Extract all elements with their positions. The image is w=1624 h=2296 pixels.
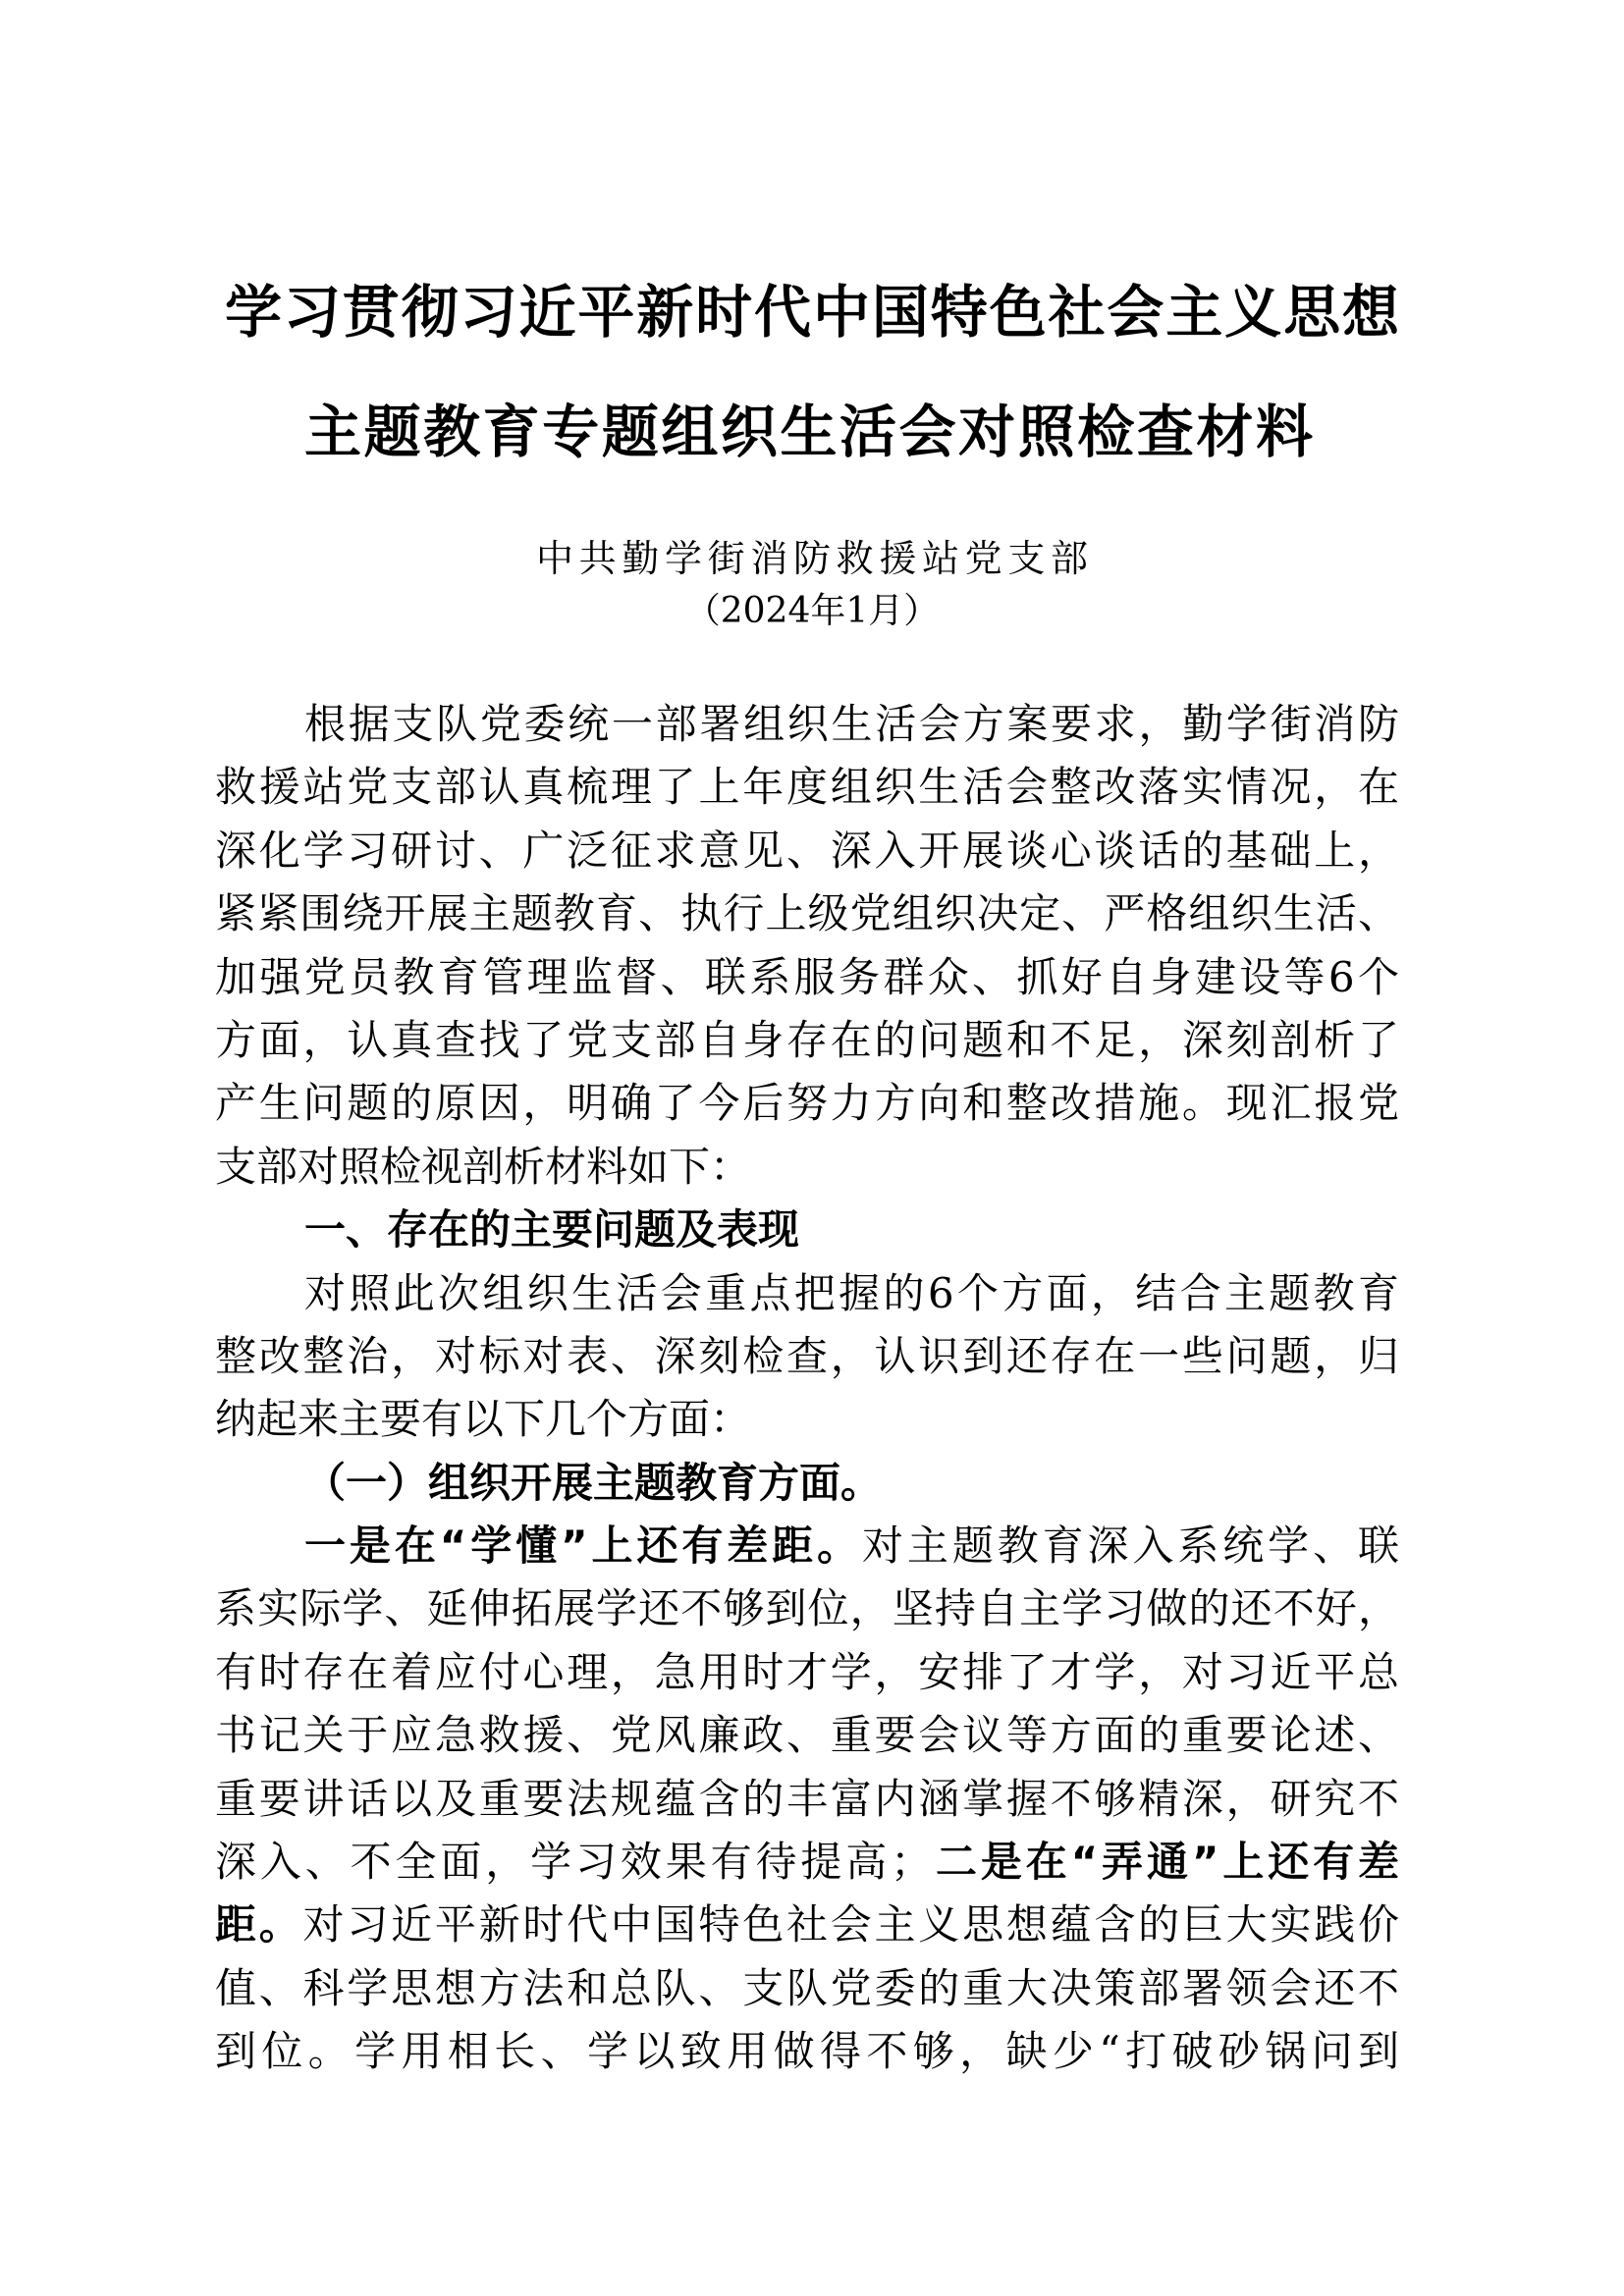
document-date: （2024年1月） xyxy=(684,591,940,631)
body-line: 值、科学思想方法和总队、支队党委的重大决策部署领会还不 xyxy=(215,1963,1399,2012)
subsection-heading: （一）组织开展主题教育方面。 xyxy=(304,1458,883,1507)
organization-name: 中共勤学街消防救援站党支部 xyxy=(536,537,1088,580)
body-line: 到位。学用相长、学以致用做得不够，缺少“打破砂锅问到 xyxy=(215,2027,1399,2076)
body-line: 书记关于应急救援、党风廉政、重要会议等方面的重要论述、 xyxy=(215,1711,1399,1760)
body-line: 加强党员教育管理监督、联系服务群众、抓好自身建设等6个 xyxy=(215,952,1399,1001)
point-heading: 距。 xyxy=(215,1900,303,1949)
section-heading: 一、存在的主要问题及表现 xyxy=(304,1205,800,1255)
body-line: 纳起来主要有以下几个方面： xyxy=(215,1395,752,1444)
body-line: 产生问题的原因，明确了今后努力方向和整改措施。现汇报党 xyxy=(215,1079,1399,1128)
body-line: 有时存在着应付心理，急用时才学，安排了才学，对习近平总 xyxy=(215,1647,1399,1696)
body-line xyxy=(215,1894,1399,1956)
document-title-line-1: 学习贯彻习近平新时代中国特色社会主义思想 xyxy=(225,279,1399,346)
point-heading: 二是在“弄通”上还有差 xyxy=(932,1838,1399,1887)
body-line: 支部对照检视剖析材料如下： xyxy=(215,1142,752,1191)
body-text: 对主题教育深入系统学、联 xyxy=(862,1522,1399,1571)
body-line xyxy=(215,1831,1399,1894)
body-text: 对习近平新时代中国特色社会主义思想蕴含的巨大实践价 xyxy=(302,1900,1399,1949)
body-line: 对照此次组织生活会重点把握的6个方面，结合主题教育 xyxy=(304,1268,1399,1317)
body-line: 紧紧围绕开展主题教育、执行上级党组织决定、严格组织生活、 xyxy=(215,889,1399,938)
body-line: 方面，认真查找了党支部自身存在的问题和不足，深刻剖析了 xyxy=(215,1015,1399,1064)
body-line: 整改整治，对标对表、深刻检查，认识到还存在一些问题，归 xyxy=(215,1331,1399,1380)
body-text: 深入、不全面，学习效果有待提高； xyxy=(215,1838,933,1887)
body-line: 根据支队党委统一部署组织生活会方案要求，勤学街消防 xyxy=(304,700,1399,748)
body-line xyxy=(215,1515,1399,1577)
document-body xyxy=(215,693,1399,2084)
point-heading: 一是在“学懂”上还有差距。 xyxy=(304,1522,862,1571)
body-line: 重要讲话以及重要法规蕴含的丰富内涵掌握不够精深，研究不 xyxy=(215,1774,1399,1823)
body-line: 系实际学、延伸拓展学还不够到位，坚持自主学习做的还不好， xyxy=(215,1584,1399,1633)
body-line: 救援站党支部认真梳理了上年度组织生活会整改落实情况，在 xyxy=(215,763,1399,812)
document-title-line-2: 主题教育专题组织生活会对照检查材料 xyxy=(304,399,1313,465)
body-line: 深化学习研讨、广泛征求意见、深入开展谈心谈话的基础上， xyxy=(215,826,1399,875)
